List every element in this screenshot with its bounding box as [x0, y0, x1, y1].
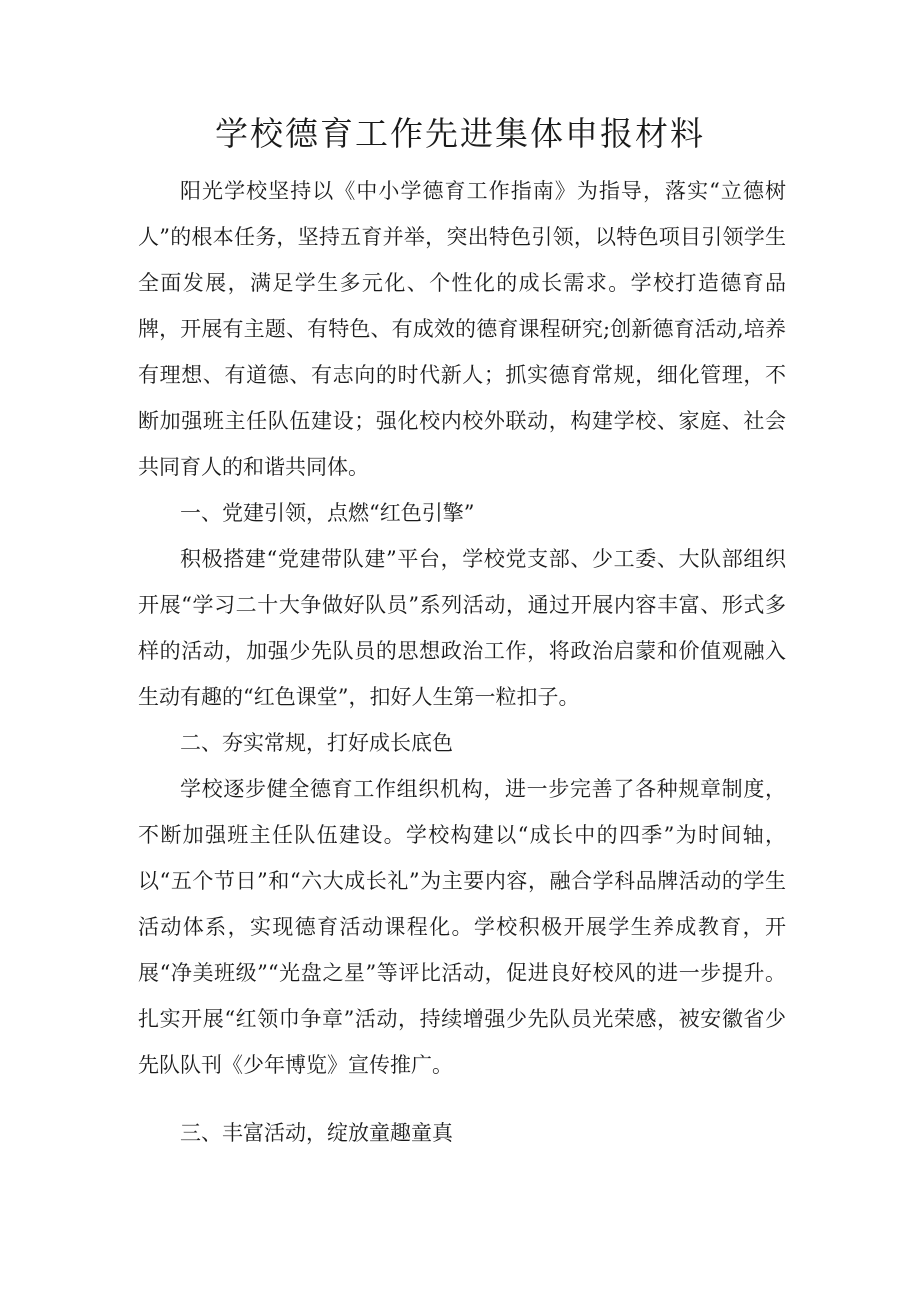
- section-1-heading: 一、党建引领，点燃“红色引擎”: [180, 501, 475, 525]
- section-1-paragraph: 积极搭建“党建带队建”平台，学校党支部、少工委、大队部组织开展“学习二十大争做好队员”系列活动，通过开展内容丰富、形式多样的活动，加强少先队员的思想政治工作，将政治启蒙和价值观融入生动有趣的“红色课堂”，扣好人生第一粒扣子。: [138, 547, 786, 709]
- section-2-heading: 二、夯实常规，打好成长底色: [180, 731, 453, 755]
- document-body: [138, 168, 786, 1156]
- section-2-paragraph: 学校逐步健全德育工作组织机构，进一步完善了各种规章制度，不断加强班主任队伍建设。学校构建以“成长中的四季”为时间轴，以“五个节日”和“六大成长礼”为主要内容，融合学科品牌活动的学生活动体系，实现德育活动课程化。学校积极开展学生养成教育，开展“净美班级”“光盘之星”等评比活动，促进良好校风的进一步提升。扎实开展“红领巾争章”活动，持续增强少先队员光荣感，被安徽省少先队队刊《少年博览》宣传推广。: [138, 777, 786, 1077]
- document-title: 学校德育工作先进集体申报材料: [215, 114, 705, 153]
- intro-paragraph: 阳光学校坚持以《中小学德育工作指南》为指导，落实“立德树人”的根本任务，坚持五育并举，突出特色引领，以特色项目引领学生全面发展，满足学生多元化、个性化的成长需求。学校打造德育品牌，开展有主题、有特色、有成效的德育课程研究;创新德育活动,培养有理想、有道德、有志向的时代新人；抓实德育常规，细化管理，不断加强班主任队伍建设；强化校内校外联动，构建学校、家庭、社会共同育人的和谐共同体。: [138, 179, 786, 479]
- section-3-heading: 三、丰富活动，绽放童趣童真: [180, 1121, 453, 1145]
